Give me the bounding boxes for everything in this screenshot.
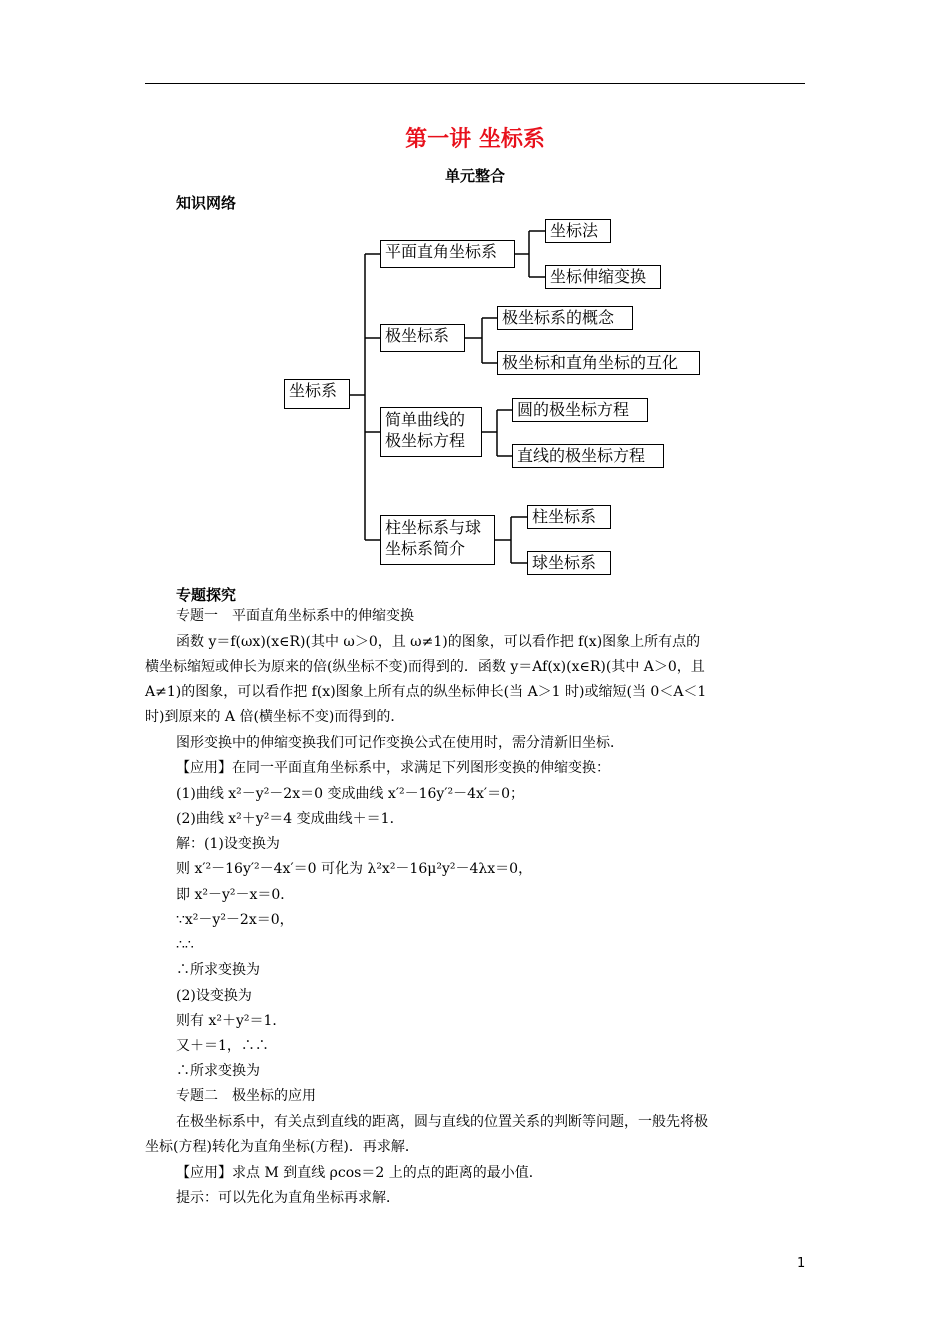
tree-leaf-coordinate-method: 坐标法 xyxy=(545,219,611,243)
solution-line: 又＋＝1，∴∴ xyxy=(176,1038,269,1054)
tree-leaf-scaling-transform: 坐标伸缩变换 xyxy=(545,265,661,289)
solution-line: (2)设变换为 xyxy=(176,988,252,1004)
tree-node-rectangular-coordinates: 平面直角坐标系 xyxy=(380,240,515,268)
solution-line: 则有 x²＋y²＝1． xyxy=(176,1013,287,1029)
hint-line: 提示：可以先化为直角坐标再求解． xyxy=(176,1190,400,1206)
tree-root-node: 坐标系 xyxy=(284,379,350,409)
page-number: 1 xyxy=(797,1256,806,1271)
tree-node-cylindrical-spherical xyxy=(380,515,495,565)
topic2-heading: 专题二 极坐标的应用 xyxy=(176,1088,316,1104)
application-line: 【应用】求点 M 到直线 ρcos＝2 上的点的距离的最小值． xyxy=(176,1165,543,1181)
tree-node-polar-coordinates: 极坐标系 xyxy=(380,324,465,352)
problem-part-1: (1)曲线 x²－y²－2x＝0 变成曲线 x′²－16y′²－4x′＝0； xyxy=(176,786,525,802)
body-line: 坐标(方程)转化为直角坐标(方程)．再求解． xyxy=(145,1139,419,1155)
body-line: 时)到原来的 A 倍(横坐标不变)而得到的． xyxy=(145,709,405,725)
tree-leaf-line-polar-equation: 直线的极坐标方程 xyxy=(512,444,664,468)
solution-line: 则 x′²－16y′²－4x′＝0 可化为 λ²x²－16μ²y²－4λx＝0， xyxy=(176,861,533,877)
knowledge-network-heading: 知识网络 xyxy=(176,194,237,212)
tree-leaf-spherical: 球坐标系 xyxy=(527,551,611,575)
solution-line: ∴所求变换为 xyxy=(176,962,260,978)
knowledge-tree-connectors xyxy=(0,0,950,600)
body-line: 在极坐标系中，有关点到直线的距离，圆与直线的位置关系的判断等问题，一般先将极 xyxy=(176,1114,708,1130)
tree-node-curve-polar-equations xyxy=(380,407,482,457)
body-line: 横坐标缩短或伸长为原来的倍(纵坐标不变)而得到的．函数 y＝Af(x)(x∈R)(其中 A＞0，且 xyxy=(145,659,705,675)
solution-line: ∴∴ xyxy=(176,937,194,953)
body-line: 图形变换中的伸缩变换我们可记作变换公式在使用时，需分清新旧坐标． xyxy=(176,735,624,751)
tree-node-cyl-line1: 柱坐标系与球 xyxy=(385,518,482,537)
solution-line: 解：(1)设变换为 xyxy=(176,836,280,852)
tree-node-curve-line2: 极坐标方程 xyxy=(385,431,466,450)
body-line: 函数 y＝f(ωx)(x∈R)(其中 ω＞0，且 ω≠1)的图象，可以看作把 f(x)图象上所有点的 xyxy=(176,634,701,650)
tree-leaf-circle-polar-equation: 圆的极坐标方程 xyxy=(512,398,648,422)
body-line: A≠1)的图象，可以看作把 f(x)图象上所有点的纵坐标伸长(当 A＞1 时)或缩短(当 0＜A＜1 xyxy=(145,684,707,700)
tree-leaf-polar-concept: 极坐标系的概念 xyxy=(497,306,633,330)
solution-line: ∵x²－y²－2x＝0， xyxy=(176,912,294,928)
topic1-heading: 专题一 平面直角坐标系中的伸缩变换 xyxy=(176,608,414,624)
tree-node-curve-line1: 简单曲线的 xyxy=(385,410,466,429)
topic-inquiry-heading: 专题探究 xyxy=(176,586,237,604)
problem-part-2: (2)曲线 x²＋y²＝4 变成曲线＋＝1． xyxy=(176,811,404,827)
tree-leaf-polar-rect-conversion: 极坐标和直角坐标的互化 xyxy=(497,351,700,375)
tree-leaf-cylindrical: 柱坐标系 xyxy=(527,505,611,529)
tree-node-cyl-line2: 坐标系简介 xyxy=(385,539,466,558)
lecture-title: 第一讲 坐标系 xyxy=(405,127,545,152)
section-subtitle: 单元整合 xyxy=(444,167,505,185)
solution-line: ∴所求变换为 xyxy=(176,1063,260,1079)
solution-line: 即 x²－y²－x＝0． xyxy=(176,887,295,903)
application-line: 【应用】在同一平面直角坐标系中，求满足下列图形变换的伸缩变换： xyxy=(176,760,610,776)
